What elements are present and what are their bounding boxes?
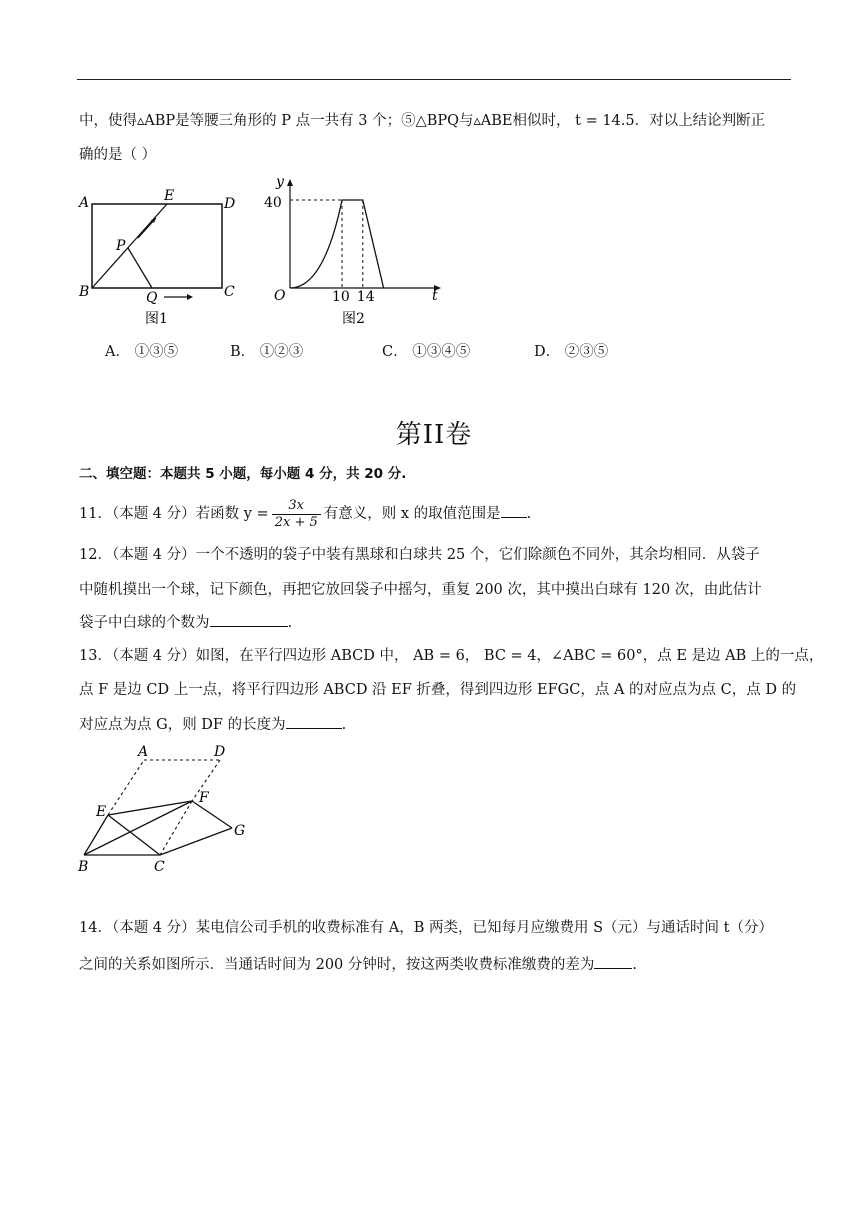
label-g: G [234, 823, 246, 839]
header-rule [77, 79, 791, 80]
label-e: E [96, 804, 107, 820]
question-13-line-1: 13．（本题 4 分）如图，在平行四边形 ABCD 中， AB = 6， BC = 4，∠ABC = 60°，点 E 是边 AB 上的一点， [79, 648, 824, 664]
label-q: Q [146, 290, 158, 306]
question-12-line-1: 12．（本题 4 分）一个不透明的袋子中装有黑球和白球共 25 个，它们除颜色不同外，其余均相同．从袋子 [79, 547, 760, 563]
answer-blank-14[interactable] [594, 954, 632, 969]
question-13-line-2: 点 F 是边 CD 上一点，将平行四边形 ABCD 沿 EF 折叠，得到四边形 EFGC，点 A 的对应点为点 C，点 D 的 [79, 682, 797, 698]
answer-blank-12[interactable] [210, 612, 288, 627]
label-c: C [224, 284, 235, 300]
figure-1-caption: 图1 [145, 311, 168, 327]
question-12-line-2: 中随机摸出一个球，记下颜色，再把它放回袋子中摇匀，重复 200 次，其中摸出白球有 120 次，由此估计 [79, 582, 762, 598]
segment-pq [128, 248, 152, 288]
option-d[interactable]: D． ②③⑤ [534, 344, 609, 360]
y-tick-40: 40 [264, 195, 282, 211]
t-tick-10: 10 [332, 289, 350, 305]
label-a: A [138, 744, 149, 760]
question-13-line-3: 对应点为点 G，则 DF 的长度为 . [79, 714, 346, 735]
section-header: 二、填空题：本题共 5 小题，每小题 4 分，共 20 分. [79, 466, 407, 482]
segment-be [92, 204, 167, 288]
figure-3 [74, 740, 254, 880]
question-11: 11．（本题 4 分）若函数 y = $\frac{3x}{2x + 5}$ 有意义，则 x 的取值范围是 . [79, 497, 532, 530]
figure-2 [264, 172, 449, 332]
question-continuation-line-2: 确的是（ ） [79, 147, 157, 163]
t-tick-14: 14 [356, 289, 375, 305]
figure-1 [76, 180, 246, 330]
label-f: F [199, 790, 209, 806]
label-d: D [214, 744, 226, 760]
label-b: B [78, 859, 89, 875]
question-continuation-line-1: 中，使得▵ABP是等腰三角形的 P 点一共有 3 个；⑤△BPQ与▵ABE相似时， t = 14.5．对以上结论判断正 [79, 113, 766, 129]
option-c[interactable]: C． ①③④⑤ [382, 344, 471, 360]
option-b[interactable]: B． ①②③ [230, 344, 304, 360]
origin-label: O [274, 288, 286, 304]
fraction: $\frac{3x}{2x + 5}$ [272, 498, 321, 531]
label-b: B [79, 284, 90, 300]
label-d: D [224, 196, 236, 212]
segment-gc [160, 828, 232, 855]
question-14-line-2: 之间的关系如图所示．当通话时间为 200 分钟时，按这两类收费标准缴费的差为 . [79, 954, 637, 975]
t-axis-label: t [432, 288, 438, 304]
segment-fg [192, 801, 232, 828]
question-12-line-3: 袋子中白球的个数为 . [79, 612, 292, 633]
volume-title: 第II卷 [395, 420, 473, 450]
label-a: A [79, 195, 90, 211]
y-axis-arrow [287, 179, 293, 186]
rectangle-abcd [92, 204, 222, 288]
option-a[interactable]: A． ①③⑤ [105, 344, 179, 360]
label-e: E [164, 188, 175, 204]
y-axis-label: y [276, 174, 284, 190]
graph-line [290, 200, 384, 288]
question-14-line-1: 14．（本题 4 分）某电信公司手机的收费标准有 A，B 两类，已知每月应缴费用 S（元）与通话时间 t（分） [79, 920, 773, 936]
label-c: C [154, 859, 165, 875]
figure-2-caption: 图2 [342, 311, 365, 327]
answer-blank-13[interactable] [286, 714, 342, 729]
arrow-q-head [187, 294, 193, 300]
label-p: P [116, 238, 126, 254]
segment-ea-dashed [108, 760, 144, 815]
answer-blank-11[interactable] [501, 503, 527, 518]
